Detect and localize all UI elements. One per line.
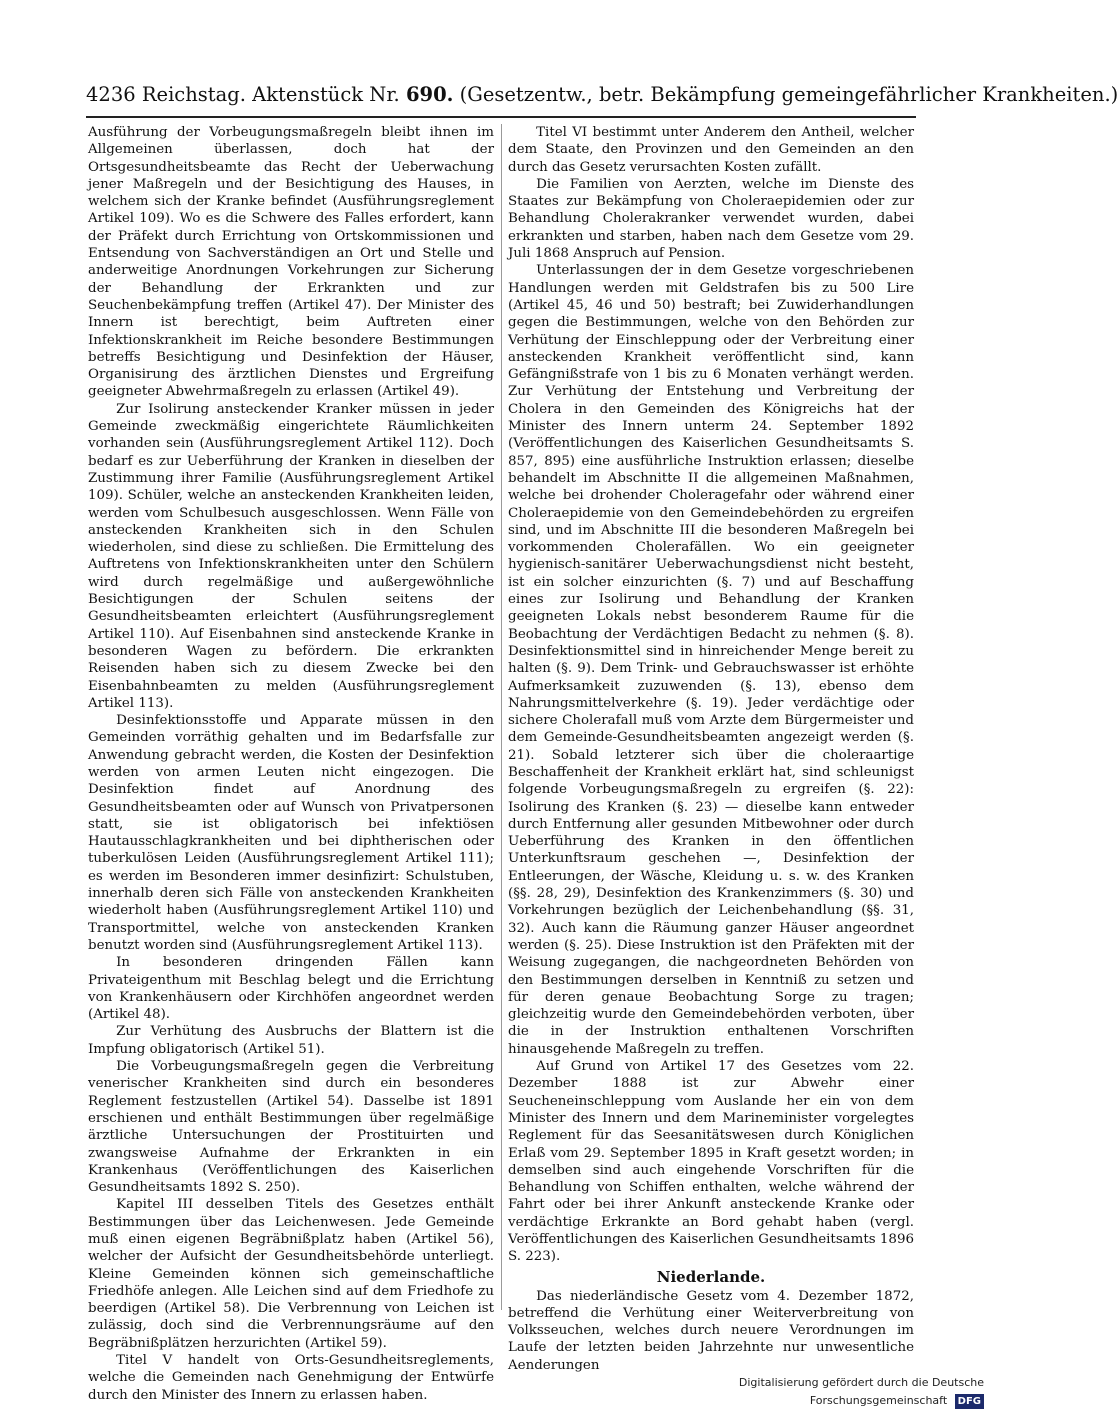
left-paragraph: Titel V handelt von Orts-Gesundheitsreglements, welche die Gemeinden nach Genehmigung der Entwürfe durch den Minister des Innern zu erlassen haben. xyxy=(88,1353,494,1403)
dfg-logo: DFG xyxy=(955,1394,984,1409)
left-paragraph: Die Vorbeugungsmaßregeln gegen die Verbreitung venerischer Krankheiten sind durch ein besonderes Reglement festzustellen (Artikel 54). Dasselbe ist 1891 erschienen und enthält Bestimmungen über regelmäßige ärztliche Untersuchungen der Prostituirten und zwangsweise Aufnahme der Erkrankten in ein Krankenhaus (Veröffentlichungen des Kaiserlichen Gesundheitsamts 1892 S. 250). xyxy=(88,1059,494,1196)
right-paragraph: Auf Grund von Artikel 17 des Gesetzes vom 22. Dezember 1888 ist zur Abwehr einer Seucheneinschleppung vom Auslande her ein von dem Minister des Innern und dem Marineminister vorgelegtes Reglement für das Seesanitätswesen durch Königlichen Erlaß vom 29. September 1895 in Kraft gesetzt worden; in demselben sind auch eingehende Vorschriften für die Behandlung von Schiffen enthalten, welche während der Fahrt oder bei ihrer Ankunft ansteckende Kranke oder verdächtige Erkrankte an Bord gehabt haben (vergl. Veröffentlichungen des Kaiserlichen Gesundheitsamts 1896 S. 223). xyxy=(508,1059,914,1265)
document-number: 690. xyxy=(405,83,454,106)
header-title: Reichstag. Aktenstück Nr. xyxy=(141,83,400,106)
section-paragraph: Das niederländische Gesetz vom 4. Dezember 1872, betreffend die Verhütung einer Weiterverbreitung von Volksseuchen, welches durch neuere Verordnungen im Laufe der letzten beiden Jahrzehnte nur unwesentliche Aenderungen xyxy=(508,1288,914,1373)
left-column xyxy=(88,124,494,1404)
left-paragraph: Zur Verhütung des Ausbruchs der Blattern ist die Impfung obligatorisch (Artikel 51). xyxy=(88,1024,494,1057)
left-paragraph: Desinfektionsstoffe und Apparate müssen in den Gemeinden vorräthig gehalten und im Bedarfsfalle zur Anwendung gebracht werden, die Kosten der Desinfektion werden von armen Leuten nicht eingezogen. Die Desinfektion findet auf Anordnung des Gesundheitsbeamten oder auf Wunsch von Privatpersonen statt, sie ist obligatorisch bei infektiösen Hautausschlagkrankheiten und bei diphtherischen oder tuberkulösen Leiden (Ausführungsreglement Artikel 111); es werden im Besonderen immer desinfizirt: Schulstuben, innerhalb deren sich Fälle von ansteckenden Krankheiten wiederholt haben (Ausführungsreglement Artikel 110) und Transportmittel, welche von ansteckenden Kranken benutzt worden sind (Ausführungsreglement Artikel 113). xyxy=(88,713,494,953)
header-subtitle: (Gesetzentw., betr. Bekämpfung gemeingefährlicher Krankheiten.) xyxy=(459,83,1118,106)
left-paragraph: Ausführung der Vorbeugungsmaßregeln bleibt ihnen im Allgemeinen überlassen, doch hat der Ortsgesundheitsbeamte das Recht der Ueberwachung jener Maßregeln und der Besichtigung des Hauses, in welchem sich der Kranke befindet (Ausführungsreglement Artikel 109). Wo es die Schwere des Falles erfordert, kann der Präfekt durch Errichtung von Ortskommissionen und Entsendung von Sachverständigen an Ort und Stelle und anderweitige Anordnungen Vorkehrungen zur Sicherung der Behandlung der Erkrankten und zur Seuchenbekämpfung treffen (Artikel 47). Der Minister des Innern ist berechtigt, beim Auftreten einer Infektionskrankheit im Reiche besondere Bestimmungen betreffs Besichtigung und Desinfektion der Häuser, Organisirung des ärztlichen Dienstes und Ergreifung geeigneter Abwehrmaßregeln zu erlassen (Artikel 49). xyxy=(88,125,494,400)
digitization-footer xyxy=(604,1374,984,1407)
page-header xyxy=(86,80,1118,110)
right-paragraph: Die Familien von Aerzten, welche im Dienste des Staates zur Bekämpfung von Choleraepidemien oder zur Behandlung Cholerakranker verwendet wurden, dabei erkrankten und starben, haben nach dem Gesetze vom 29. Juli 1868 Anspruch auf Pension. xyxy=(508,176,914,262)
left-paragraph: In besonderen dringenden Fällen kann Privateigenthum mit Beschlag belegt und die Errichtung von Krankenhäusern oder Kirchhöfen angeordnet werden (Artikel 48). xyxy=(88,955,494,1023)
left-paragraph: Kapitel III desselben Titels des Gesetzes enthält Bestimmungen über das Leichenwesen. Jede Gemeinde muß einen eigenen Begräbnißplatz haben (Artikel 56), welcher der Aufsicht der Gesundheitsbehörde unterliegt. Kleine Gemeinden können sich gemeinschaftliche Friedhöfe anlegen. Alle Leichen sind auf dem Friedhofe zu beerdigen (Artikel 58). Die Verbrennung von Leichen ist zulässig, doch sind die Verbrennungsräume auf den Begräbnißplätzen herzurichten (Artikel 59). xyxy=(88,1197,494,1351)
right-column xyxy=(508,124,914,1374)
right-paragraph: Titel VI bestimmt unter Anderem den Antheil, welcher dem Staate, den Provinzen und den Gemeinden an den durch das Gesetz verursachten Kosten zufällt. xyxy=(508,125,914,175)
left-paragraph: Zur Isolirung ansteckender Kranker müssen in jeder Gemeinde zweckmäßig eingerichtete Räumlichkeiten vorhanden sein (Ausführungsreglement Artikel 112). Doch bedarf es zur Ueberführung der Kranken in dieselben der Zustimmung ihrer Familie (Ausführungsreglement Artikel 109). Schüler, welche an ansteckenden Krankheiten leiden, werden vom Schulbesuch ausgeschlossen. Wenn Fälle von ansteckenden Krankheiten sich in den Schulen wiederholen, sind diese zu schließen. Die Ermittelung des Auftretens von Infektionskrankheiten unter den Schülern wird durch regelmäßige und außergewöhnliche Besichtigungen der Schulen seitens der Gesundheitsbeamten erleichtert (Ausführungsreglement Artikel 110). Auf Eisenbahnen sind ansteckende Kranke in besonderen Wagen zu befördern. Die erkrankten Reisenden haben sich zu diesem Zwecke bei den Eisenbahnbeamten zu melden (Ausführungsreglement Artikel 113). xyxy=(88,401,494,711)
right-paragraph: Unterlassungen der in dem Gesetze vorgeschriebenen Handlungen werden mit Geldstrafen bis zu 500 Lire (Artikel 45, 46 und 50) bestraft; bei Zuwiderhandlungen gegen die Bestimmungen, welche von den Behörden zur Verhütung der Einschleppung oder der Verbreitung einer ansteckenden Krankheit veröffentlicht sind, kann Gefängnißstrafe von 1 bis zu 6 Monaten verhängt werden. Zur Verhütung der Entstehung und Verbreitung der Cholera in den Gemeinden des Königreichs hat der Minister des Innern unterm 24. September 1892 (Veröffentlichungen des Kaiserlichen Gesundheitsamts S. 857, 895) eine ausführliche Instruktion erlassen; dieselbe behandelt im Abschnitte II die allgemeinen Maßnahmen, welche bei drohender Choleragefahr oder während einer Choleraepidemie von den Gemeindebehörden zu ergreifen sind, und im Abschnitte III die besonderen Maßregeln bei vorkommenden Cholerafällen. Wo ein geeigneter hygienisch-sanitärer Ueberwachungsdienst nicht besteht, ist ein solcher einzurichten (§. 7) und auf Beschaffung eines zur Isolirung und Behandlung der Kranken geeigneten Lokals nebst besonderem Raume für die Beobachtung der Verdächtigen Bedacht zu nehmen (§. 8). Desinfektionsmittel sind in hinreichender Menge bereit zu halten (§. 9). Dem Trink- und Gebrauchswasser ist erhöhte Aufmerksamkeit zuzuwenden (§. 13), ebenso dem Nahrungsmittelverkehre (§. 19). Jeder verdächtige oder sichere Cholerafall muß vom Arzte dem Bürgermeister und dem Gemeinde-Gesundheitsbeamten angezeigt werden (§. 21). Sobald letzterer sich über die choleraartige Beschaffenheit der Krankheit erklärt hat, sind schleunigst folgende Vorbeugungsmaßregeln zu ergreifen (§. 22): Isolirung des Kranken (§. 23) — dieselbe kann entweder durch Entfernung aller gesunden Mitbewohner oder durch Ueberführung des Kranken in den öffentlichen Unterkunftsraum geschehen —, Desinfektion der Entleerungen, der Wäsche, Kleidung u. s. w. des Kranken (§§. 28, 29), Desinfektion des Krankenzimmers (§. 30) und Vorkehrungen bezüglich der Leichenbehandlung (§§. 31, 32). Auch kann die Räumung ganzer Häuser angeordnet werden (§. 25). Diese Instruktion ist den Präfekten mit der Weisung zugegangen, die nachgeordneten Behörden von den Bestimmungen derselben in Kenntniß zu setzen und für deren genaue Beobachtung Sorge zu tragen; gleichzeitig wurde den Gemeindebehörden verboten, über die in der Instruktion enthaltenen Vorschriften hinausgehende Maßregeln zu treffen. xyxy=(508,263,914,1057)
page-number: 4236 xyxy=(86,83,136,106)
column-divider xyxy=(501,124,502,1310)
section-heading: Niederlande. xyxy=(656,1267,766,1286)
header-rule xyxy=(86,116,916,118)
footer-text: Digitalisierung gefördert durch die Deutsche Forschungsgemeinschaft xyxy=(738,1376,984,1407)
